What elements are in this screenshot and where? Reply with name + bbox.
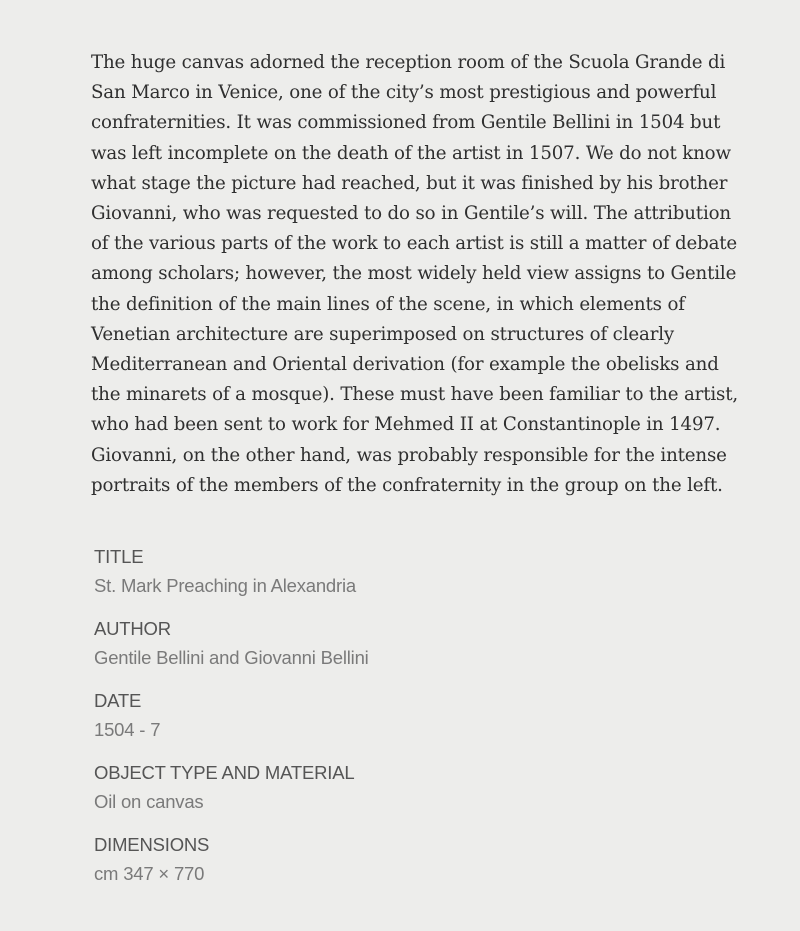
metadata-object-type	[94, 758, 751, 816]
metadata-label: OBJECT TYPE AND MATERIAL	[94, 762, 355, 784]
metadata-value: Gentile Bellini and Giovanni Bellini	[94, 647, 369, 669]
metadata-label: DIMENSIONS	[94, 834, 210, 856]
metadata-title	[94, 542, 751, 600]
metadata-label: DATE	[94, 690, 142, 712]
metadata-label: AUTHOR	[94, 618, 171, 640]
artwork-description	[91, 48, 751, 501]
metadata-value: cm 347 × 770	[94, 863, 205, 885]
metadata-value: 1504 - 7	[94, 719, 161, 741]
metadata-author	[94, 614, 751, 672]
description-paragraph: The huge canvas adorned the reception room of the Scuola Grande di San Marco in Venice, one of the city’s most prestigious and powerful confraternities. It was commissioned from Gentile Bellini in 1504 but was left incomplete on the death of the artist in 1507. We do not know what stage the picture had reached, but it was finished by his brother Giovanni, who was requested to do so in Gentile’s will. The attribution of the various parts of the work to each artist is still a matter of debate among scholars; however, the most widely held view assigns to Gentile the definition of the main lines of the scene, in which elements of Venetian architecture are superimposed on structures of clearly Mediterranean and Oriental derivation (for example the obelisks and the minarets of a mosque). These must have been familiar to the artist, who had been sent to work for Mehmed II at Constantinople in 1497.	[91, 52, 739, 436]
artwork-metadata	[94, 542, 751, 888]
metadata-dimensions	[94, 830, 751, 888]
metadata-value: Oil on canvas	[94, 791, 204, 813]
metadata-value: St. Mark Preaching in Alexandria	[94, 575, 356, 597]
metadata-date	[94, 686, 751, 744]
description-paragraph: Giovanni, on the other hand, was probably responsible for the intense portraits of the members of the confraternity in the group on the left.	[91, 444, 727, 496]
artwork-detail	[91, 48, 751, 902]
metadata-label: TITLE	[94, 546, 144, 568]
